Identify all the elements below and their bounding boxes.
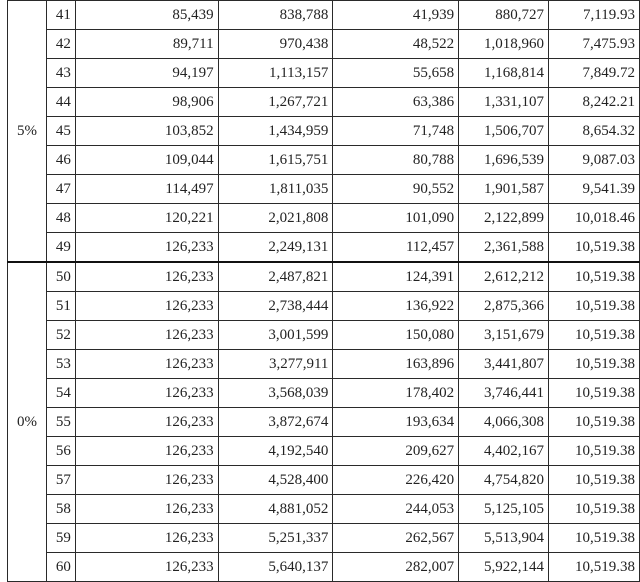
table-row (8, 553, 640, 582)
value-e-cell[interactable]: 10,519.38 (549, 553, 640, 582)
value-a-cell[interactable]: 109,044 (75, 146, 218, 175)
value-a-cell[interactable]: 126,233 (75, 321, 218, 350)
value-a-cell[interactable]: 114,497 (75, 175, 218, 204)
table-row (8, 262, 640, 292)
value-c-cell[interactable]: 55,658 (333, 59, 459, 88)
value-b-cell[interactable]: 2,738,444 (218, 292, 333, 321)
value-a-cell[interactable]: 126,233 (75, 262, 218, 292)
value-e-cell[interactable]: 7,119.93 (549, 1, 640, 30)
value-d-cell[interactable]: 2,361,588 (459, 233, 549, 263)
value-a-cell[interactable]: 85,439 (75, 1, 218, 30)
value-e-cell[interactable]: 10,018.46 (549, 204, 640, 233)
value-a-cell[interactable]: 126,233 (75, 292, 218, 321)
age-cell[interactable]: 46 (46, 146, 75, 175)
age-cell[interactable]: 43 (46, 59, 75, 88)
table-row (8, 1, 640, 30)
value-d-cell[interactable]: 3,151,679 (459, 321, 549, 350)
table-row (8, 524, 640, 553)
value-e-cell[interactable]: 9,087.03 (549, 146, 640, 175)
value-a-cell[interactable]: 126,233 (75, 524, 218, 553)
value-e-cell[interactable]: 7,849.72 (549, 59, 640, 88)
value-c-cell[interactable]: 71,748 (333, 117, 459, 146)
value-b-cell[interactable]: 970,438 (218, 30, 333, 59)
value-a-cell[interactable]: 126,233 (75, 233, 218, 263)
age-cell[interactable]: 48 (46, 204, 75, 233)
rate-cell[interactable]: 5% (8, 1, 47, 263)
value-a-cell[interactable]: 126,233 (75, 466, 218, 495)
value-e-cell[interactable]: 10,519.38 (549, 495, 640, 524)
value-b-cell[interactable]: 1,615,751 (218, 146, 333, 175)
value-b-cell[interactable]: 4,192,540 (218, 437, 333, 466)
value-e-cell[interactable]: 9,541.39 (549, 175, 640, 204)
age-cell[interactable]: 58 (46, 495, 75, 524)
value-e-cell[interactable]: 8,654.32 (549, 117, 640, 146)
value-d-cell[interactable]: 4,402,167 (459, 437, 549, 466)
table-row (8, 117, 640, 146)
value-b-cell[interactable]: 838,788 (218, 1, 333, 30)
table-row (8, 437, 640, 466)
value-c-cell[interactable]: 41,939 (333, 1, 459, 30)
value-b-cell[interactable]: 1,811,035 (218, 175, 333, 204)
value-d-cell[interactable]: 5,513,904 (459, 524, 549, 553)
value-d-cell[interactable]: 1,901,587 (459, 175, 549, 204)
value-d-cell[interactable]: 1,331,107 (459, 88, 549, 117)
value-b-cell[interactable]: 5,251,337 (218, 524, 333, 553)
value-d-cell[interactable]: 2,612,212 (459, 262, 549, 292)
value-a-cell[interactable]: 120,221 (75, 204, 218, 233)
age-cell[interactable]: 51 (46, 292, 75, 321)
age-cell[interactable]: 49 (46, 233, 75, 263)
value-a-cell[interactable]: 126,233 (75, 408, 218, 437)
value-d-cell[interactable]: 1,018,960 (459, 30, 549, 59)
value-d-cell[interactable]: 4,066,308 (459, 408, 549, 437)
value-c-cell[interactable]: 80,788 (333, 146, 459, 175)
value-e-cell[interactable]: 10,519.38 (549, 321, 640, 350)
value-c-cell[interactable]: 209,627 (333, 437, 459, 466)
value-c-cell[interactable]: 136,922 (333, 292, 459, 321)
age-cell[interactable]: 41 (46, 1, 75, 30)
value-a-cell[interactable]: 126,233 (75, 350, 218, 379)
value-e-cell[interactable]: 10,519.38 (549, 466, 640, 495)
value-b-cell[interactable]: 3,568,039 (218, 379, 333, 408)
value-c-cell[interactable]: 282,007 (333, 553, 459, 582)
rate-cell[interactable]: 0% (8, 262, 47, 582)
value-b-cell[interactable]: 5,640,137 (218, 553, 333, 582)
value-e-cell[interactable]: 7,475.93 (549, 30, 640, 59)
age-cell[interactable]: 44 (46, 88, 75, 117)
age-cell[interactable]: 57 (46, 466, 75, 495)
value-e-cell[interactable]: 10,519.38 (549, 437, 640, 466)
value-a-cell[interactable]: 126,233 (75, 553, 218, 582)
table-row (8, 175, 640, 204)
age-cell[interactable]: 56 (46, 437, 75, 466)
value-d-cell[interactable]: 880,727 (459, 1, 549, 30)
value-b-cell[interactable]: 3,872,674 (218, 408, 333, 437)
value-b-cell[interactable]: 2,249,131 (218, 233, 333, 263)
table-row (8, 321, 640, 350)
value-d-cell[interactable]: 2,122,899 (459, 204, 549, 233)
age-cell[interactable]: 60 (46, 553, 75, 582)
value-c-cell[interactable]: 90,552 (333, 175, 459, 204)
value-b-cell[interactable]: 4,528,400 (218, 466, 333, 495)
age-cell[interactable]: 42 (46, 30, 75, 59)
table-row (8, 59, 640, 88)
value-c-cell[interactable]: 244,053 (333, 495, 459, 524)
age-cell[interactable]: 55 (46, 408, 75, 437)
value-b-cell[interactable]: 2,021,808 (218, 204, 333, 233)
value-d-cell[interactable]: 5,125,105 (459, 495, 549, 524)
value-a-cell[interactable]: 126,233 (75, 437, 218, 466)
age-cell[interactable]: 52 (46, 321, 75, 350)
table-row (8, 30, 640, 59)
table-row (8, 233, 640, 263)
age-cell[interactable]: 53 (46, 350, 75, 379)
value-e-cell[interactable]: 10,519.38 (549, 408, 640, 437)
age-cell[interactable]: 47 (46, 175, 75, 204)
value-c-cell[interactable]: 193,634 (333, 408, 459, 437)
table-row (8, 204, 640, 233)
value-e-cell[interactable]: 10,519.38 (549, 524, 640, 553)
table-row (8, 466, 640, 495)
value-d-cell[interactable]: 1,696,539 (459, 146, 549, 175)
value-e-cell[interactable]: 10,519.38 (549, 350, 640, 379)
value-d-cell[interactable]: 1,168,814 (459, 59, 549, 88)
age-cell[interactable]: 54 (46, 379, 75, 408)
age-cell[interactable]: 45 (46, 117, 75, 146)
value-d-cell[interactable]: 2,875,366 (459, 292, 549, 321)
value-b-cell[interactable]: 4,881,052 (218, 495, 333, 524)
value-a-cell[interactable]: 103,852 (75, 117, 218, 146)
value-c-cell[interactable]: 101,090 (333, 204, 459, 233)
value-d-cell[interactable]: 1,506,707 (459, 117, 549, 146)
value-b-cell[interactable]: 2,487,821 (218, 262, 333, 292)
value-a-cell[interactable]: 89,711 (75, 30, 218, 59)
value-d-cell[interactable]: 4,754,820 (459, 466, 549, 495)
table-row (8, 408, 640, 437)
value-a-cell[interactable]: 94,197 (75, 59, 218, 88)
value-e-cell[interactable]: 10,519.38 (549, 262, 640, 292)
value-d-cell[interactable]: 5,922,144 (459, 553, 549, 582)
value-c-cell[interactable]: 48,522 (333, 30, 459, 59)
value-c-cell[interactable]: 163,896 (333, 350, 459, 379)
value-c-cell[interactable]: 112,457 (333, 233, 459, 263)
value-e-cell[interactable]: 10,519.38 (549, 292, 640, 321)
value-d-cell[interactable]: 3,746,441 (459, 379, 549, 408)
value-c-cell[interactable]: 150,080 (333, 321, 459, 350)
value-e-cell[interactable]: 8,242.21 (549, 88, 640, 117)
value-b-cell[interactable]: 1,267,721 (218, 88, 333, 117)
value-b-cell[interactable]: 1,434,959 (218, 117, 333, 146)
table-row (8, 350, 640, 379)
value-b-cell[interactable]: 1,113,157 (218, 59, 333, 88)
projection-table (7, 0, 640, 582)
table-row (8, 88, 640, 117)
value-b-cell[interactable]: 3,001,599 (218, 321, 333, 350)
value-a-cell[interactable]: 98,906 (75, 88, 218, 117)
value-c-cell[interactable]: 63,386 (333, 88, 459, 117)
age-cell[interactable]: 59 (46, 524, 75, 553)
table-body (8, 1, 640, 582)
value-e-cell[interactable]: 10,519.38 (549, 233, 640, 263)
value-d-cell[interactable]: 3,441,807 (459, 350, 549, 379)
value-e-cell[interactable]: 10,519.38 (549, 379, 640, 408)
value-a-cell[interactable]: 126,233 (75, 379, 218, 408)
value-a-cell[interactable]: 126,233 (75, 495, 218, 524)
table-row (8, 379, 640, 408)
value-c-cell[interactable]: 178,402 (333, 379, 459, 408)
age-cell[interactable]: 50 (46, 262, 75, 292)
value-b-cell[interactable]: 3,277,911 (218, 350, 333, 379)
value-c-cell[interactable]: 124,391 (333, 262, 459, 292)
value-c-cell[interactable]: 226,420 (333, 466, 459, 495)
value-c-cell[interactable]: 262,567 (333, 524, 459, 553)
table-row (8, 146, 640, 175)
table-row (8, 292, 640, 321)
table-row (8, 495, 640, 524)
